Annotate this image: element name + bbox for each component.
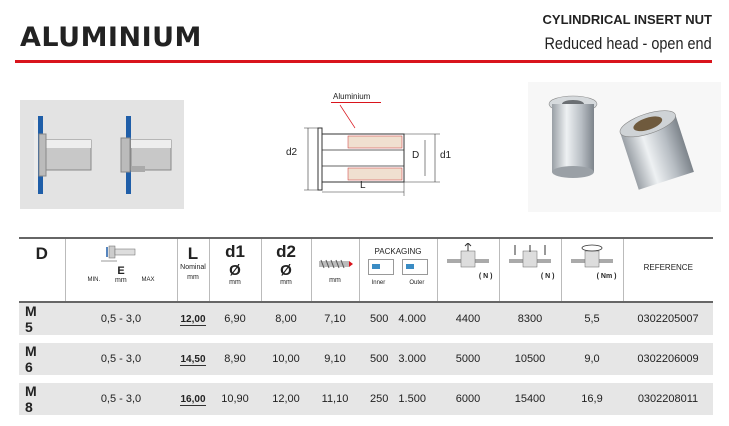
header-packaging: PACKAGING Inner Outer	[359, 238, 437, 302]
cell-d1: 6,90	[224, 313, 246, 325]
cell-t: 5,5	[584, 313, 600, 325]
cell-inner: 500	[370, 353, 389, 365]
product-photo	[528, 82, 721, 212]
cell-E: 0,5 - 3,0	[100, 393, 142, 405]
rivet-nut-install-icon	[20, 100, 184, 209]
header-reference: REFERENCE	[623, 238, 713, 302]
cell-L: 14,50	[180, 353, 206, 365]
cell-D: M 5	[25, 303, 43, 335]
outer-box-icon	[402, 259, 428, 275]
material-label: Aluminium	[333, 92, 371, 101]
header-d2: d2 Ø mm	[261, 238, 311, 302]
cell-f2: 8300	[517, 313, 543, 325]
inner-box-icon	[368, 259, 394, 275]
cell-d1: 10,90	[221, 393, 249, 405]
cell-L: 12,00	[180, 313, 206, 325]
header-divider	[15, 60, 712, 63]
header-screw: mm	[311, 238, 359, 302]
cell-d2: 8,00	[275, 313, 297, 325]
grip-range-icon	[91, 243, 151, 265]
cell-d2: 12,00	[272, 393, 300, 405]
cell-f2: 10500	[514, 353, 546, 365]
cell-E: 0,5 - 3,0	[100, 313, 142, 325]
cell-outer: 1.500	[398, 393, 426, 405]
cell-packaging	[359, 383, 437, 415]
installation-illustration	[20, 100, 184, 209]
page-title: ALUMINIUM	[20, 22, 202, 53]
cell-f2: 15400	[514, 393, 546, 405]
cell-t: 16,9	[581, 393, 603, 405]
push-force-icon	[505, 243, 555, 273]
spacer-cell	[19, 335, 713, 343]
spacer-cell	[19, 375, 713, 383]
cell-f1: 6000	[455, 393, 481, 405]
technical-drawing	[280, 100, 470, 200]
header-E: E MIN. mm MAX	[65, 238, 177, 302]
header-L: L Nominal mm	[177, 238, 209, 302]
cell-d1: 8,90	[224, 353, 246, 365]
label-d1: d1	[440, 150, 452, 161]
product-name: CYLINDRICAL INSERT NUT	[542, 12, 712, 27]
cell-s: 11,10	[321, 393, 349, 405]
torque-icon	[567, 243, 617, 273]
header-torque: ( Nm )	[561, 238, 623, 302]
screw-icon	[315, 255, 355, 273]
cell-D: M 6	[25, 343, 43, 375]
table-row	[19, 343, 713, 375]
cell-ref: 0302206009	[637, 353, 699, 365]
table-header-row	[19, 238, 713, 302]
cell-t: 9,0	[584, 353, 600, 365]
header-D: D	[19, 238, 65, 302]
header-force2: ( N )	[499, 238, 561, 302]
table-row	[19, 383, 713, 415]
product-variant: Reduced head - open end	[544, 34, 712, 53]
cell-outer: 3.000	[398, 353, 426, 365]
cell-s: 7,10	[324, 313, 346, 325]
cell-f1: 4400	[455, 313, 481, 325]
cell-inner: 250	[370, 393, 389, 405]
label-D: D	[412, 150, 420, 161]
specification-table	[19, 237, 713, 415]
table-row	[19, 302, 713, 335]
cell-d2: 10,00	[272, 353, 300, 365]
header-d1: d1 Ø mm	[209, 238, 261, 302]
label-d2: d2	[286, 147, 298, 158]
cell-E: 0,5 - 3,0	[100, 353, 142, 365]
cell-outer: 4.000	[398, 313, 426, 325]
row-spacer	[19, 335, 713, 343]
label-L: L	[360, 180, 366, 191]
cell-s: 9,10	[324, 353, 346, 365]
cell-L: 16,00	[180, 393, 206, 405]
row-spacer	[19, 375, 713, 383]
cell-packaging	[359, 343, 437, 375]
cell-inner: 500	[370, 313, 389, 325]
cell-f1: 5000	[455, 353, 481, 365]
cell-ref: 0302205007	[637, 313, 699, 325]
pull-force-icon	[443, 243, 493, 273]
cell-ref: 0302208011	[637, 393, 699, 405]
cell-packaging	[359, 302, 437, 335]
cell-D: M 8	[25, 383, 43, 415]
header-force1: ( N )	[437, 238, 499, 302]
